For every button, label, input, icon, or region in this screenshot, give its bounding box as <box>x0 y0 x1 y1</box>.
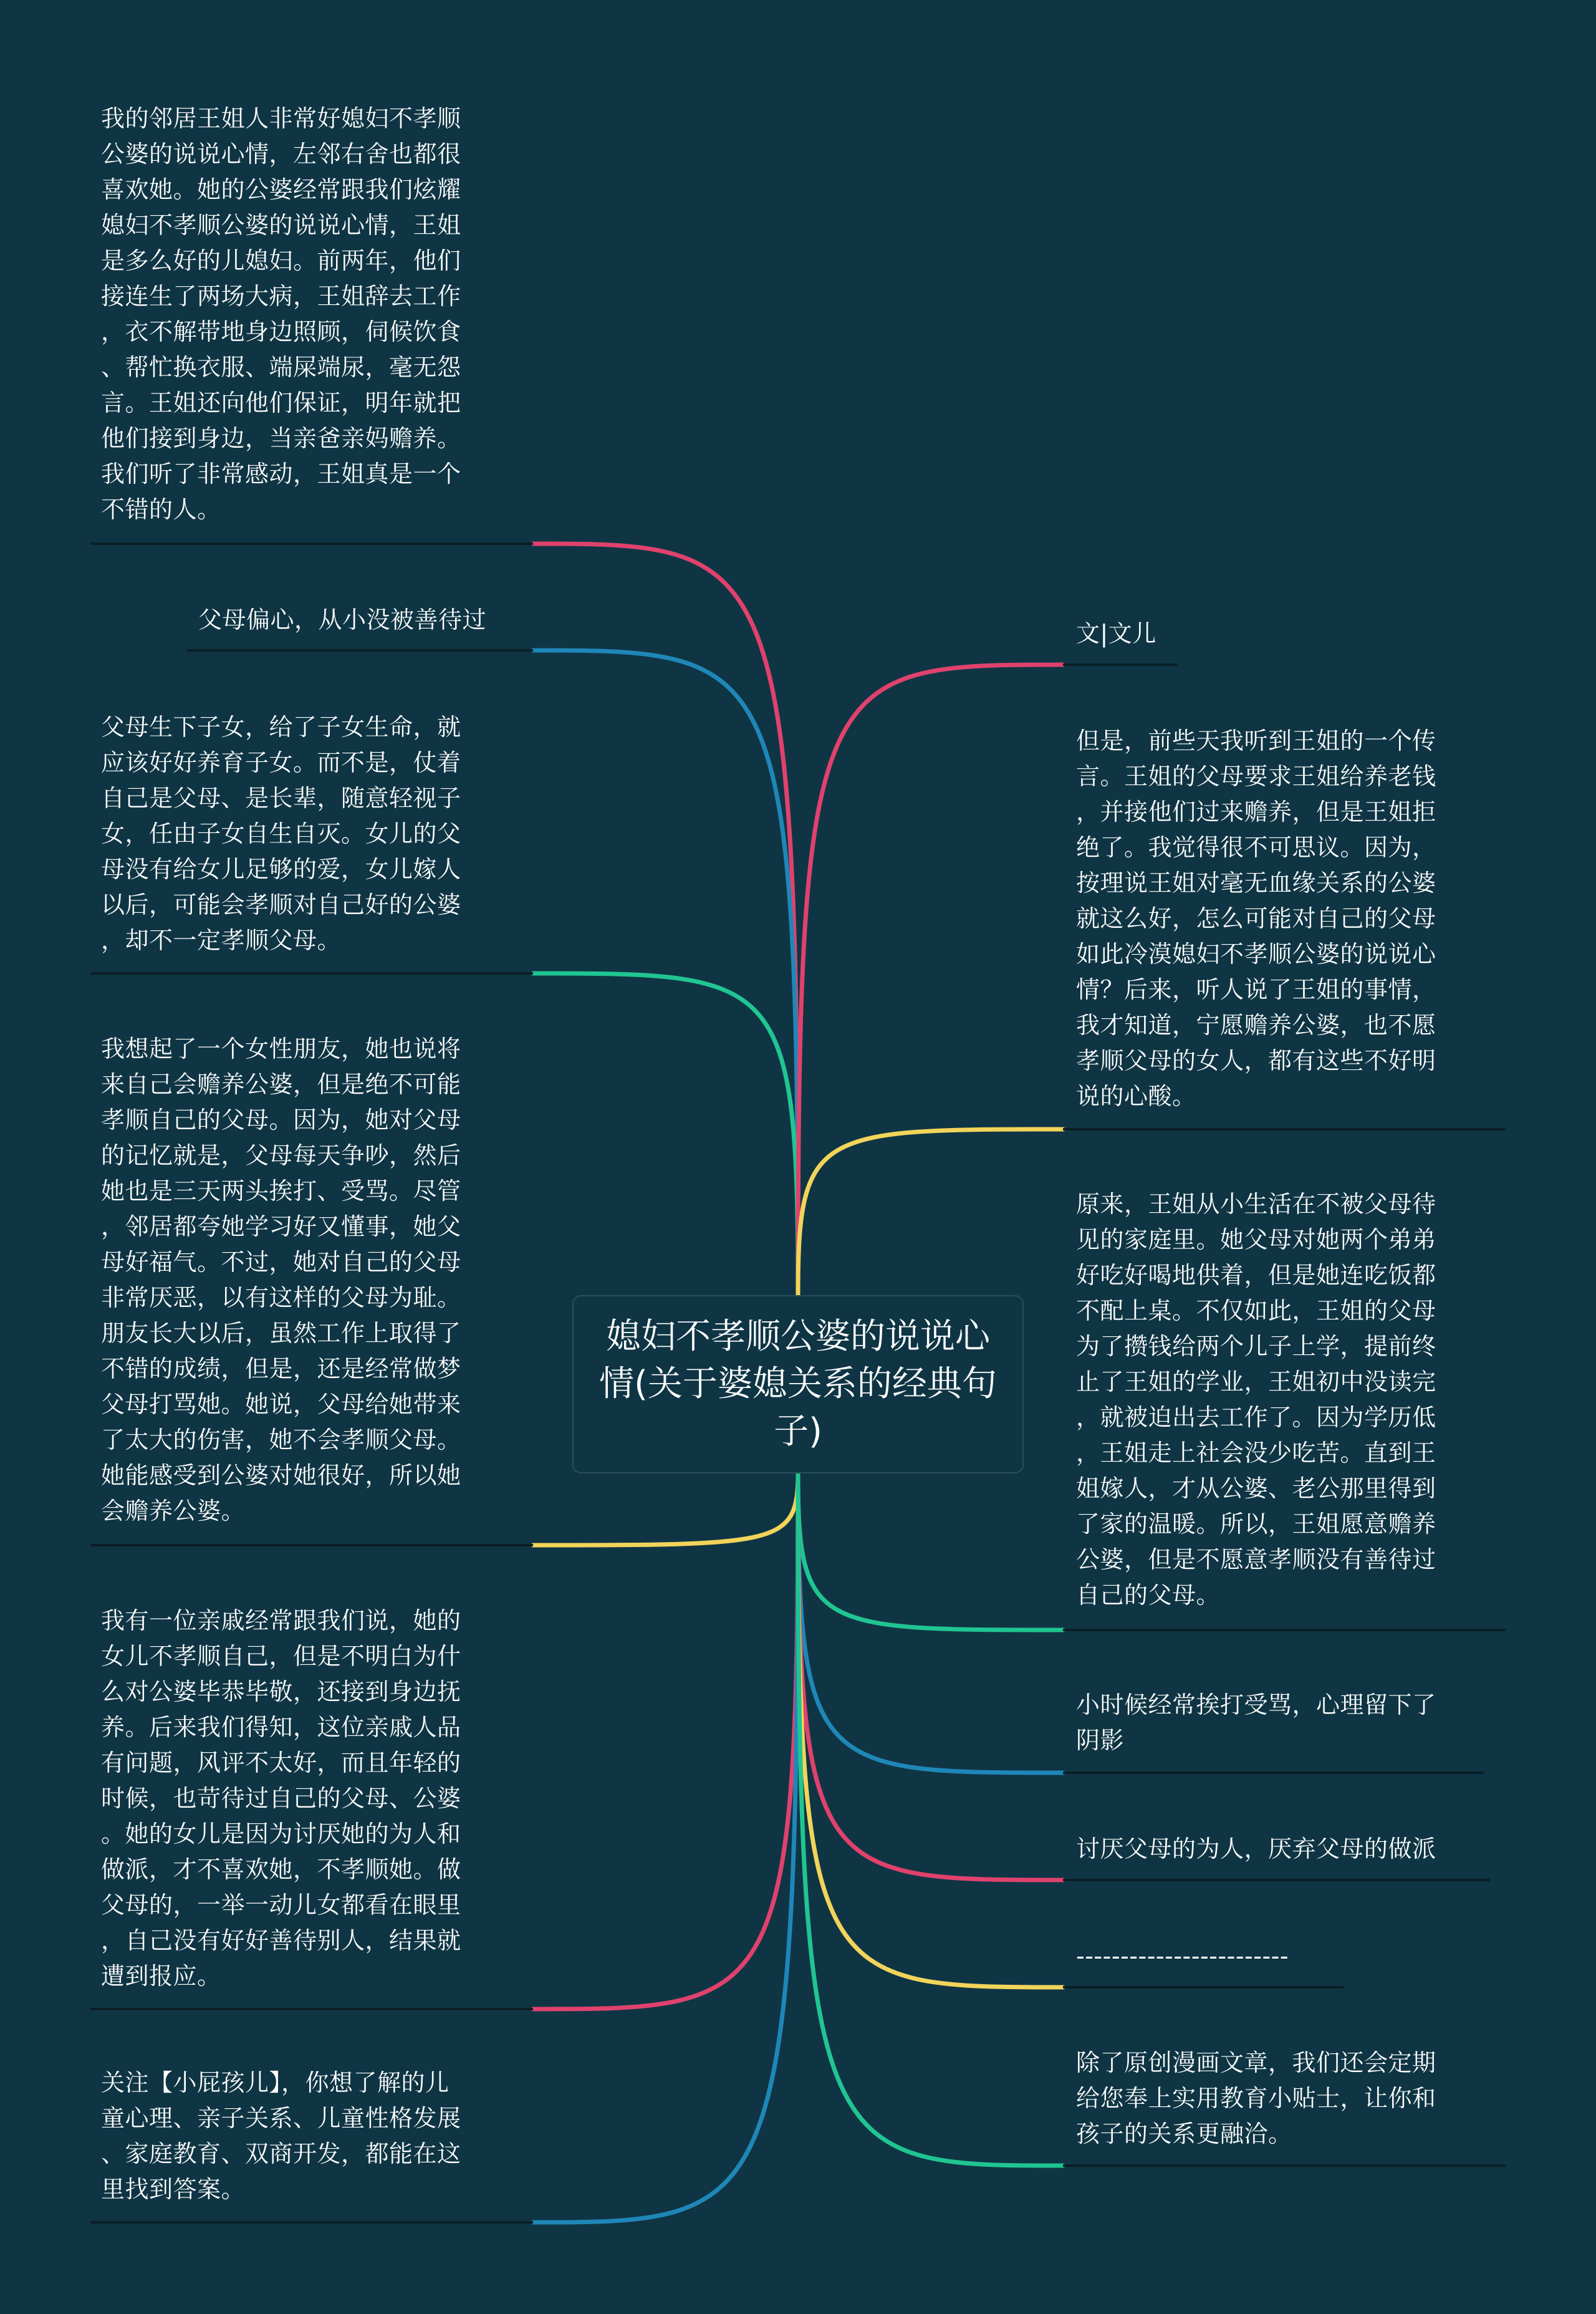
branch-node-left-6[interactable]: 关注【小屁孩儿】，你想了解的儿 童心理、亲子关系、儿童性格发展 、家庭教育、双商开发，都能在这 里找到答案。 <box>101 2069 461 2203</box>
connector-right-1 <box>798 665 1063 1295</box>
branch-node-right-6[interactable]: ------------------------ <box>1076 1942 1289 1970</box>
connector-right-3 <box>798 1473 1063 1630</box>
branch-node-right-2[interactable]: 但是，前些天我听到王姐的一个传 言。王姐的父母要求王姐给养老钱 ，并接他们过来赡养，但是王姐拒 绝了。我觉得很不可思议。因为， 按理说王姐对毫无血缘关系的公婆 就这么好，怎么可能对自己的父母 如此冷漠媳妇不孝顺公婆的说说心 情？后来，听人说了王姐的事情， 我才知道，宁愿赡养公婆，也不愿 孝顺父母的女人，都有这些不好明 说的心酸。 <box>1076 727 1436 1110</box>
connector-left-6 <box>533 1473 798 2222</box>
branch-node-left-1[interactable]: 我的邻居王姐人非常好媳妇不孝顺 公婆的说说心情，左邻右舍也都很 喜欢她。她的公婆经常跟我们炫耀 媳妇不孝顺公婆的说说心情，王姐 是多么好的儿媳妇。前两年，他们 接连生了两场大病，王姐辞去工作 ，衣不解带地身边照顾，伺候饮食 、帮忙换衣服、端屎端尿，毫无怨 言。王姐还向他们保证，明年就把 他们接到身边，当亲爸亲妈赡养。 我们听了非常感动，王姐真是一个 不错的人。 <box>101 105 461 523</box>
branch-node-right-1[interactable]: 文|文儿 <box>1076 620 1156 647</box>
branch-node-right-7[interactable]: 除了原创漫画文章，我们还会定期 给您奉上实用教育小贴士，让你和 孩子的关系更融洽。 <box>1076 2049 1436 2148</box>
connector-left-4 <box>533 1473 798 1545</box>
connector-left-5 <box>533 1473 798 2009</box>
connector-right-2 <box>798 1129 1063 1295</box>
branch-node-left-2[interactable]: 父母偏心，从小没被善待过 <box>198 606 487 634</box>
branch-node-left-5[interactable]: 我有一位亲戚经常跟我们说，她的 女儿不孝顺自己，但是不明白为什 么对公婆毕恭毕敬，还接到身边抚 养。后来我们得知，这位亲戚人品 有问题，风评不太好，而且年轻的 时候，也苛待过自己的父母、公婆 。她的女儿是因为讨厌她的为人和 做派，才不喜欢她，不孝顺她。做 父母的，一举一动儿女都看在眼里 ，自己没有好好善待别人，结果就 遭到报应。 <box>101 1607 461 1990</box>
connector-right-7 <box>798 1473 1063 2166</box>
connector-right-5 <box>798 1473 1063 1880</box>
central-topic-text: 媳妇不孝顺公婆的说说心情(关于婆媳关系的经典句子) <box>599 1316 997 1452</box>
branch-node-left-4[interactable]: 我想起了一个女性朋友，她也说将 来自己会赡养公婆，但是绝不可能 孝顺自己的父母。因为，她对父母 的记忆就是，父母每天争吵，然后 她也是三天两头挨打、受骂。尽管 ，邻居都夸她学习好又懂事，她父 母好福气。不过，她对自己的父母 非常厌恶，以有这样的父母为耻。 朋友长大以后，虽然工作上取得了 不错的成绩，但是，还是经常做梦 父母打骂她。她说，父母给她带来 了太大的伤害，她不会孝顺父母。 她能感受到公婆对她很好，所以她 会赡养公婆。 <box>101 1035 461 1525</box>
central-topic-node[interactable] <box>572 1295 1024 1473</box>
connector-left-3 <box>533 973 798 1295</box>
branch-node-left-3[interactable]: 父母生下子女，给了子女生命，就 应该好好养育子女。而不是，仗着 自己是父母、是长辈，随意轻视子 女，任由子女自生自灭。女儿的父 母没有给女儿足够的爱，女儿嫁人 以后，可能会孝顺对自己好的公婆 ，却不一定孝顺父母。 <box>101 713 461 954</box>
branch-node-right-5[interactable]: 讨厌父母的为人，厌弃父母的做派 <box>1076 1835 1436 1863</box>
connector-right-4 <box>798 1473 1063 1773</box>
branch-node-right-3[interactable]: 原来，王姐从小生活在不被父母待 见的家庭里。她父母对她两个弟弟 好吃好喝地供着，但是她连吃饭都 不配上桌。不仅如此，王姐的父母 为了攒钱给两个儿子上学，提前终 止了王姐的学业，王姐初中没读完 ，就被迫出去工作了。因为学历低 ，王姐走上社会没少吃苦。直到王 姐嫁人，才从公婆、老公那里得到 了家的温暖。所以，王姐愿意赡养 公婆，但是不愿意孝顺没有善待过 自己的父母。 <box>1076 1190 1436 1609</box>
branch-node-right-4[interactable]: 小时候经常挨打受骂，心理留下了 阴影 <box>1076 1691 1436 1754</box>
connector-right-6 <box>798 1473 1063 1987</box>
